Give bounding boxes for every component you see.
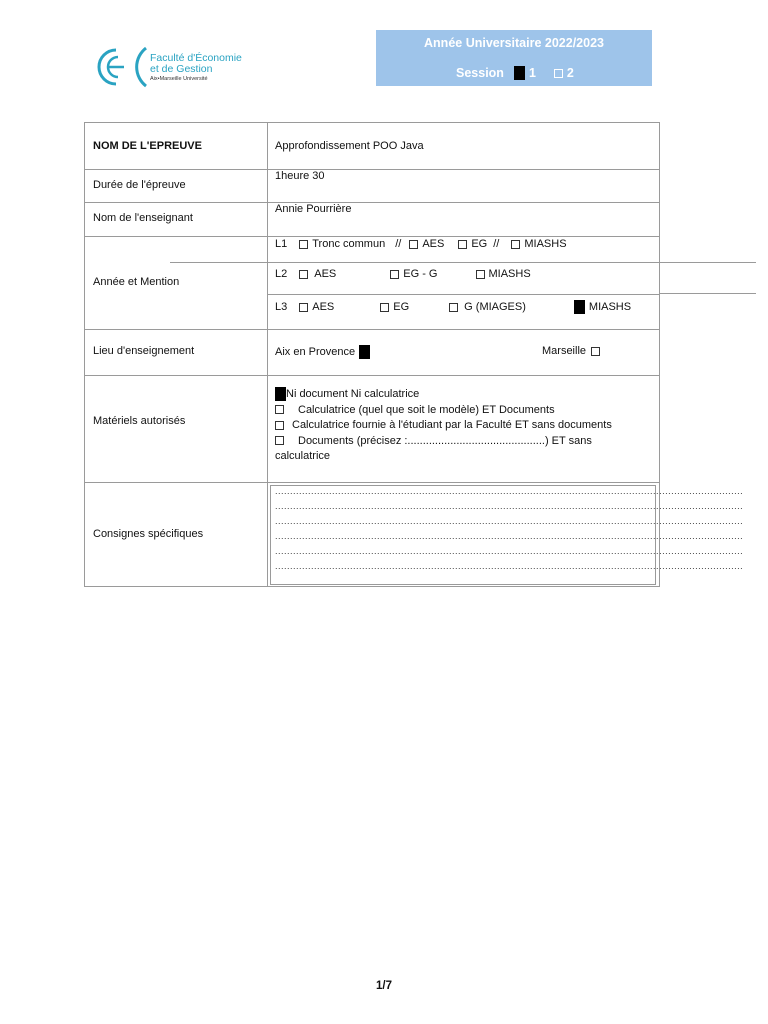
session-header xyxy=(376,30,652,86)
session-2-label: 2 xyxy=(566,66,574,80)
l3-g-checkbox-icon[interactable] xyxy=(449,303,458,312)
duree-value: 1heure 30 xyxy=(275,170,325,182)
row-duree xyxy=(85,169,659,203)
logo-line3: Aix•Marseille Université xyxy=(150,76,208,82)
l1-options xyxy=(275,238,567,250)
materiel-1-checked-box-icon[interactable] xyxy=(275,387,286,401)
l3-label: L3 xyxy=(275,301,288,313)
materiel-option-4 xyxy=(275,434,655,450)
materiel-option-4-cont: calculatrice xyxy=(275,450,331,462)
l1-separator-2: // xyxy=(493,238,500,250)
enseignant-value: Annie Pourrière xyxy=(275,203,352,215)
l2-options xyxy=(275,268,531,280)
l1-eg-checkbox-icon[interactable] xyxy=(458,240,467,249)
lieu-aix-checked-box-icon[interactable] xyxy=(359,345,370,359)
l2-label: L2 xyxy=(275,268,288,280)
l1-label: L1 xyxy=(275,238,288,250)
l1-miashs-label: MIASHS xyxy=(524,238,567,250)
row-annee-mention xyxy=(85,236,659,330)
session-2-checkbox-icon[interactable] xyxy=(554,69,563,78)
feg-emblem-icon xyxy=(94,44,150,90)
l3-aes-checkbox-icon[interactable] xyxy=(299,303,308,312)
consignes-line-2[interactable]: ............................................................................................................................................................ xyxy=(275,501,744,511)
l3-miashs-label: MIASHS xyxy=(588,301,632,313)
epreuve-label: NOM DE L'EPREUVE xyxy=(93,140,202,152)
lieu-label: Lieu d'enseignement xyxy=(93,345,195,357)
row-consignes xyxy=(85,482,744,588)
page-number: 1/7 xyxy=(376,980,392,992)
row-epreuve xyxy=(85,123,659,170)
materiel-option-3 xyxy=(275,418,655,434)
session-selector xyxy=(456,66,574,80)
consignes-line-1[interactable]: ............................................................................................................................................................ xyxy=(275,486,744,496)
l3-eg-checkbox-icon[interactable] xyxy=(380,303,389,312)
l3-g-label: G (MIAGES) xyxy=(464,301,526,313)
materiel-4-checkbox-icon[interactable] xyxy=(275,436,284,445)
l1-miashs-checkbox-icon[interactable] xyxy=(511,240,520,249)
l1-aes-checkbox-icon[interactable] xyxy=(409,240,418,249)
l3-miashs-checked-box-icon[interactable] xyxy=(574,300,585,314)
l3-aes-label: AES xyxy=(312,301,335,313)
l2-aes-checkbox-icon[interactable] xyxy=(299,270,308,279)
row-lieu xyxy=(85,329,659,376)
consignes-line-4[interactable]: ............................................................................................................................................................ xyxy=(275,531,744,541)
enseignant-label: Nom de l'enseignant xyxy=(93,212,193,224)
duree-label: Durée de l'épreuve xyxy=(93,179,186,191)
row-materiels xyxy=(85,375,659,483)
lieu-aix-label: Aix en Provence xyxy=(275,346,356,358)
consignes-line-6[interactable]: ............................................................................................................................................................ xyxy=(275,561,744,571)
materiel-2-checkbox-icon[interactable] xyxy=(275,405,284,414)
consignes-label: Consignes spécifiques xyxy=(93,528,204,540)
materiels-label: Matériels autorisés xyxy=(93,415,186,427)
l1-tronc-label: Tronc commun xyxy=(312,238,386,250)
lieu-marseille-option xyxy=(542,345,600,357)
l2-miashs-label: MIASHS xyxy=(488,268,531,280)
consignes-line-3[interactable]: ............................................................................................................................................................ xyxy=(275,516,744,526)
materiel-2-label: Calculatrice (quel que soit le modèle) ET Documents xyxy=(298,403,555,416)
l1-separator-1: // xyxy=(395,238,402,250)
annee-label: Année et Mention xyxy=(93,276,180,288)
lieu-marseille-checkbox-icon[interactable] xyxy=(591,347,600,356)
l1-tronc-checkbox-icon[interactable] xyxy=(299,240,308,249)
academic-year-title: Année Universitaire 2022/2023 xyxy=(424,36,604,50)
materiel-option-1 xyxy=(275,387,655,403)
materiel-4-label: Documents (précisez :.............................................) ET sans xyxy=(298,434,592,447)
session-1-label: 1 xyxy=(528,66,536,80)
logo-line2: et de Gestion xyxy=(150,63,213,75)
materiel-3-checkbox-icon[interactable] xyxy=(275,421,284,430)
epreuve-value: Approfondissement POO Java xyxy=(275,140,424,152)
materiels-options xyxy=(275,387,655,465)
logo-line1: Faculté d'Économie xyxy=(150,52,242,64)
session-1-checked-box-icon[interactable] xyxy=(514,66,525,80)
materiel-3-label: Calculatrice fournie à l'étudiant par la Faculté ET sans documents xyxy=(292,419,612,431)
l1-aes-label: AES xyxy=(422,238,445,250)
consignes-line-5[interactable]: ............................................................................................................................................................ xyxy=(275,546,744,556)
stray-line-1 xyxy=(170,262,756,263)
materiel-1-label: Ni document Ni calculatrice xyxy=(286,388,420,400)
materiel-option-2 xyxy=(275,403,655,419)
l2-aes-label: AES xyxy=(314,268,337,280)
row-enseignant xyxy=(85,202,659,237)
lieu-aix-option xyxy=(275,345,370,359)
exam-info-table xyxy=(84,122,744,587)
lieu-marseille-label: Marseille xyxy=(542,345,587,357)
l3-options xyxy=(275,300,631,314)
session-label: Session xyxy=(456,66,504,80)
l2-eg-checkbox-icon[interactable] xyxy=(390,270,399,279)
l2-miashs-checkbox-icon[interactable] xyxy=(476,270,485,279)
l1-eg-label: EG xyxy=(471,238,488,250)
l3-eg-label: EG xyxy=(393,301,410,313)
logo-text xyxy=(150,53,242,83)
stray-line-2 xyxy=(660,293,756,294)
faculty-logo xyxy=(94,44,264,90)
l2-eg-label: EG - G xyxy=(403,268,438,280)
